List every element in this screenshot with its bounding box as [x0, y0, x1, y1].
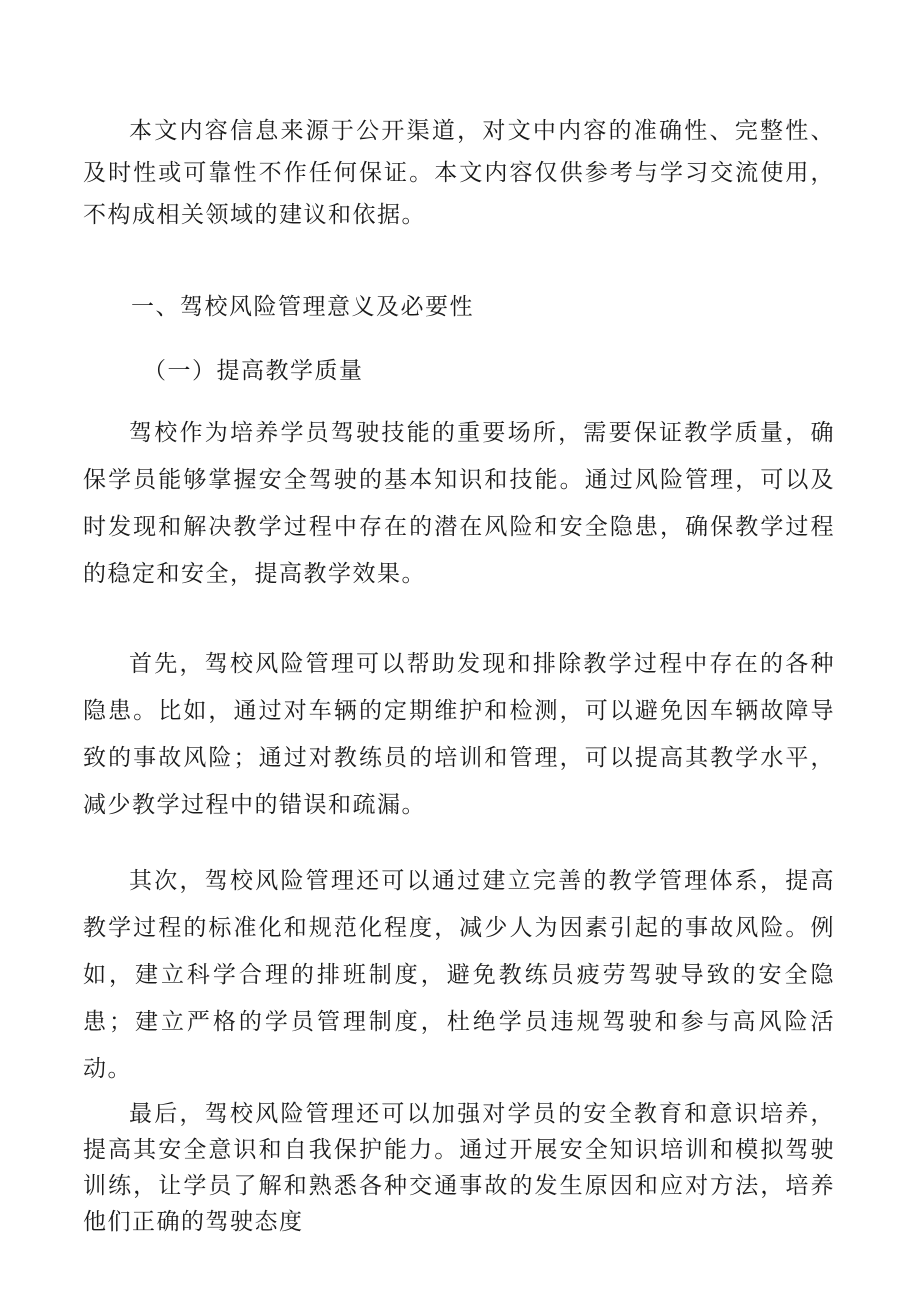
body-paragraph: 首先，驾校风险管理可以帮助发现和排除教学过程中存在的各种隐患。比如，通过对车辆的定期维护和检测，可以避免因车辆故障导致的事故风险；通过对教练员的培训和管理，可以提高其教学水平，减少教学过程中的错误和疏漏。: [83, 651, 835, 818]
disclaimer-paragraph: 本文内容信息来源于公开渠道，对文中内容的准确性、完整性、及时性或可靠性不作任何保证。本文内容仅供参考与学习交流使用，不构成相关领域的建议和依据。: [83, 118, 835, 228]
body-paragraph: 最后，驾校风险管理还可以加强对学员的安全教育和意识培养，提高其安全意识和自我保护能力。通过开展安全知识培训和模拟驾驶训练，让学员了解和熟悉各种交通事故的发生原因和应对方法，培养他们正确的驾驶态度: [83, 1101, 835, 1235]
section-heading: 一、驾校风险管理意义及必要性: [131, 294, 474, 320]
body-paragraph: 驾校作为培养学员驾驶技能的重要场所，需要保证教学质量，确保学员能够掌握安全驾驶的基本知识和技能。通过风险管理，可以及时发现和解决教学过程中存在的潜在风险和安全隐患，确保教学过程的稳定和安全，提高教学效果。: [83, 420, 835, 587]
subsection-heading: （一）提高教学质量: [143, 358, 364, 384]
body-paragraph: 其次，驾校风险管理还可以通过建立完善的教学管理体系，提高教学过程的标准化和规范化程度，减少人为因素引起的事故风险。例如，建立科学合理的排班制度，避免教练员疲劳驾驶导致的安全隐患；建立严格的学员管理制度，杜绝学员违规驾驶和参与高风险活动。: [83, 868, 835, 1082]
